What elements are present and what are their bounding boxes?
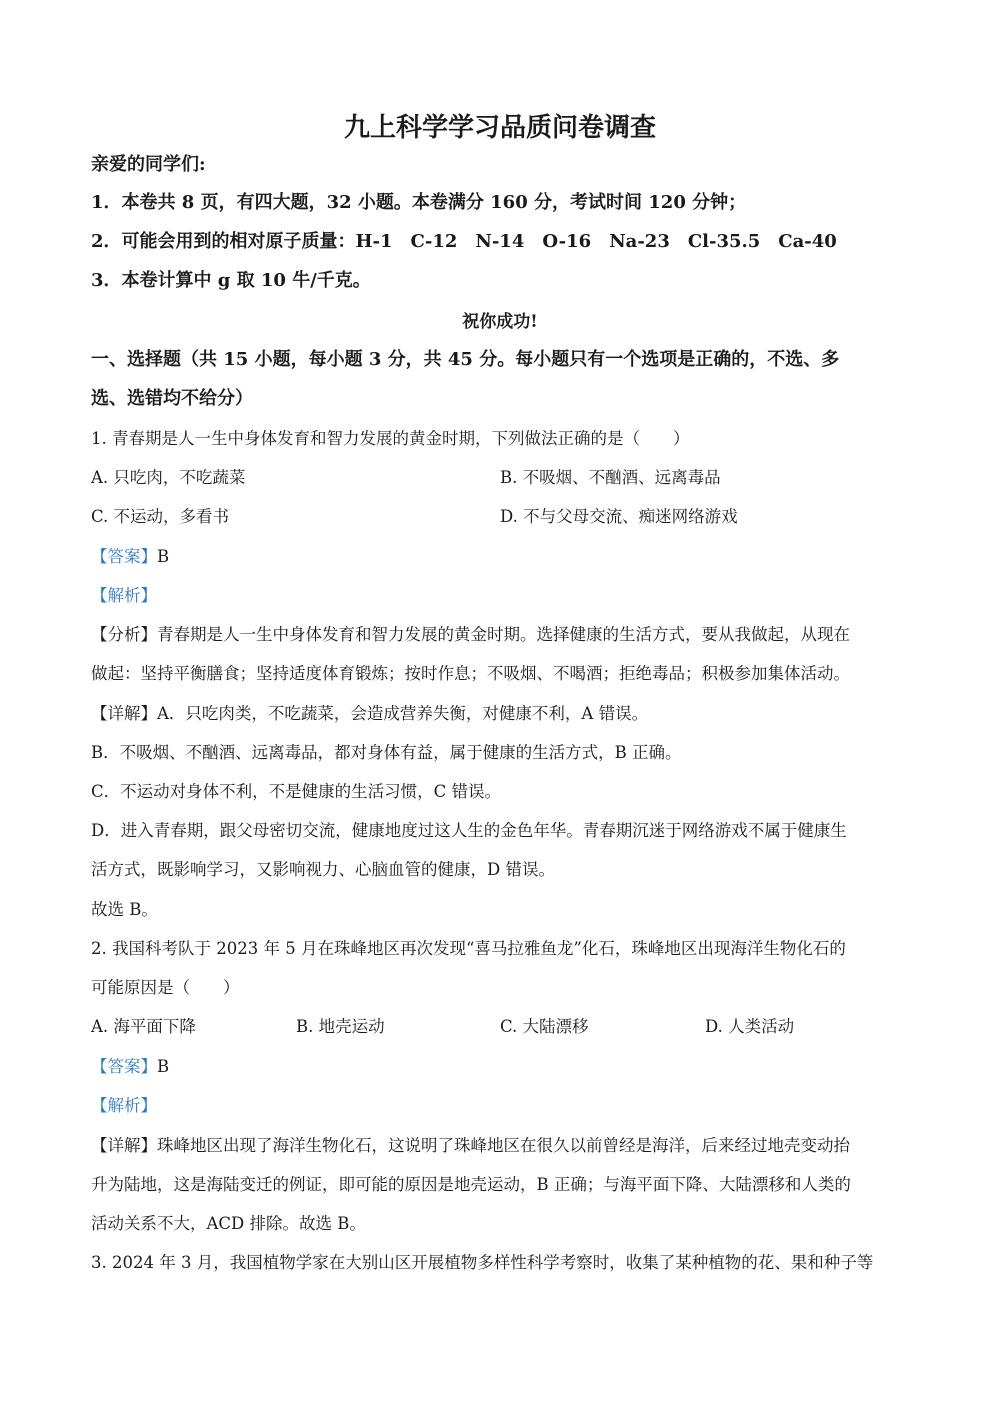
question-1-explanation-line: 活方式，既影响学习，又影响视力、心脑血管的健康，D 错误。 (91, 860, 555, 879)
section-heading-cont: 选、选错均不给分） (91, 388, 253, 409)
question-3-stem: 3. 2024 年 3 月，我国植物学家在大别山区开展植物多样性科学考察时，收集了某种植物的花、果和种子等 (91, 1253, 874, 1272)
question-2-option-b: B. 地壳运动 (296, 1017, 385, 1036)
question-2-explanation-line: 升为陆地，这是海陆变迁的例证，即可能的原因是地壳运动，B 正确；与海平面下降、大陆漂移和人类的 (91, 1175, 851, 1194)
question-1-answer (91, 545, 169, 569)
question-2-stem-cont: 可能原因是（ ） (91, 978, 240, 997)
question-1-explanation-line: 【详解】A．只吃肉类，不吃蔬菜，会造成营养失衡，对健康不利，A 错误。 (91, 704, 649, 723)
exam-note-1: 1．本卷共 8 页，有四大题，32 小题。本卷满分 160 分，考试时间 120 分钟； (91, 192, 747, 213)
question-1-option-a: A. 只吃肉，不吃蔬菜 (91, 468, 246, 487)
question-1-explanation-line: 【分析】青春期是人一生中身体发育和智力发展的黄金时期。选择健康的生活方式，要从我做起，从现在 (91, 625, 850, 644)
greeting: 亲爱的同学们: (91, 154, 206, 175)
question-1-option-d: D. 不与父母交流、痴迷网络游戏 (500, 507, 738, 526)
question-2-explanation-line: 【详解】珠峰地区出现了海洋生物化石，这说明了珠峰地区在很久以前曾经是海洋，后来经过地壳变动抬 (91, 1136, 850, 1155)
exam-note-3: 3．本卷计算中 g 取 10 牛/千克。 (91, 270, 371, 291)
question-1-explanation-line: 做起：坚持平衡膳食；坚持适度体育锻炼；按时作息；不吸烟、不喝酒；拒绝毒品；积极参加集体活动。 (91, 664, 850, 683)
exam-note-2: 2．可能会用到的相对原子质量：H-1 C-12 N-14 O-16 Na-23 Cl-35.5 Ca-40 (91, 231, 837, 252)
question-1-explanation-line: B．不吸烟、不酗酒、远离毒品，都对身体有益，属于健康的生活方式，B 正确。 (91, 743, 682, 762)
question-2-analysis-tag: 【解析】 (91, 1096, 157, 1115)
answer-tag: 【答案】 (91, 547, 157, 566)
question-1-stem: 1. 青春期是人一生中身体发育和智力发展的黄金时期，下列做法正确的是（ ） (91, 429, 690, 448)
answer-value: B (157, 547, 170, 566)
question-2-answer (91, 1055, 169, 1079)
answer-value: B (157, 1057, 170, 1076)
question-2-explanation-line: 活动关系不大，ACD 排除。故选 B。 (91, 1214, 366, 1233)
page-title: 九上科学学习品质问卷调查 (343, 113, 656, 143)
question-2-stem: 2. 我国科考队于 2023 年 5 月在珠峰地区再次发现“喜马拉雅鱼龙”化石，珠峰地区出现海洋生物化石的 (91, 939, 846, 958)
question-1-analysis-tag: 【解析】 (91, 586, 157, 605)
question-2-option-d: D. 人类活动 (705, 1017, 795, 1036)
question-1-explanation-line: C．不运动对身体不利，不是健康的生活习惯，C 错误。 (91, 782, 501, 801)
question-2-option-a: A. 海平面下降 (91, 1017, 196, 1036)
question-1-option-b: B. 不吸烟、不酗酒、远离毒品 (500, 468, 721, 487)
answer-tag: 【答案】 (91, 1057, 157, 1076)
wish-text: 祝你成功! (462, 312, 538, 332)
question-2-option-c: C. 大陆漂移 (500, 1017, 589, 1036)
question-1-option-c: C. 不运动，多看书 (91, 507, 230, 526)
question-1-explanation-line: 故选 B。 (91, 900, 158, 919)
section-heading: 一、选择题（共 15 小题，每小题 3 分，共 45 分。每小题只有一个选项是正确的，不选、多 (91, 349, 840, 370)
question-1-explanation-line: D．进入青春期，跟父母密切交流，健康地度过这人生的金色年华。青春期沉迷于网络游戏不属于健康生 (91, 821, 847, 840)
